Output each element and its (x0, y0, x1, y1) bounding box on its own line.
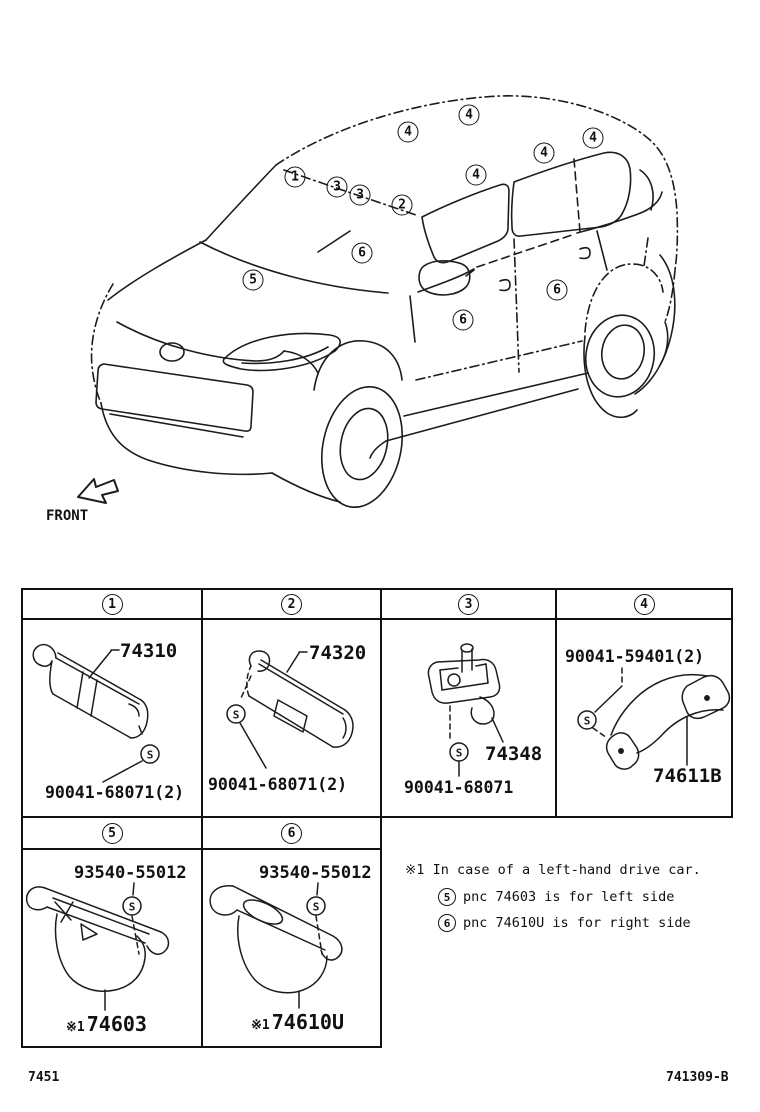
callout-3: 3 (350, 185, 371, 206)
callout-4: 4 (398, 122, 419, 143)
part-number-74310: 74310 (120, 640, 178, 662)
footnote-mark: ※1 (251, 1018, 270, 1033)
screw-symbol-letter: S (455, 746, 463, 760)
part-cell-74603 (23, 850, 201, 1046)
part-cell-74320 (201, 620, 380, 816)
circled-number-5: 5 (438, 888, 456, 906)
parts-table-bottom (21, 816, 382, 1048)
part-number-74320: 74320 (309, 642, 367, 664)
header-cell-5 (23, 818, 201, 848)
part-cell-74310 (23, 620, 201, 816)
fastener-number: 90041-68071 (404, 778, 514, 797)
screw-symbol-letter: S (232, 708, 240, 722)
screw-symbol-letter: S (128, 900, 136, 914)
screw-symbol-letter: S (312, 900, 320, 914)
part-number-74603: ※1 74603 (66, 1012, 147, 1036)
callout-1: 1 (285, 167, 306, 188)
header-cell-3 (380, 590, 555, 618)
header-cell-4 (555, 590, 731, 618)
screw-symbol-letter: S (146, 748, 154, 762)
screw-symbol-letter: S (583, 714, 591, 728)
page-code-right: 741309-B (666, 1070, 729, 1085)
part-number-74610U: ※1 74610U (251, 1010, 344, 1034)
front-direction-label: FRONT (46, 508, 89, 524)
circled-number-6: 6 (438, 914, 456, 932)
part-cell-74611B (555, 620, 731, 816)
callout-2: 2 (392, 195, 413, 216)
fastener-number: 93540-55012 (259, 863, 372, 883)
fastener-number: 90041-59401(2) (565, 647, 705, 666)
circled-number-2: 2 (281, 594, 302, 615)
header-cell-1 (23, 590, 201, 618)
callout-4: 4 (534, 143, 555, 164)
circled-number-5: 5 (102, 823, 123, 844)
footnote-line-2: 5 pnc 74603 is for left side (438, 888, 674, 906)
callout-6: 6 (453, 310, 474, 331)
fastener-number: 93540-55012 (74, 863, 187, 883)
parts-table-bottom-header (23, 818, 380, 850)
callout-4: 4 (583, 128, 604, 149)
fastener-number: 90041-68071(2) (208, 775, 348, 794)
part-number-74348: 74348 (485, 743, 543, 765)
page-code-left: 7451 (28, 1070, 60, 1085)
callout-4: 4 (459, 105, 480, 126)
circled-number-4: 4 (634, 594, 655, 615)
callout-3: 3 (327, 177, 348, 198)
parts-table-top (21, 588, 733, 818)
fastener-number: 90041-68071(2) (45, 783, 185, 802)
footnote-line-3: 6 pnc 74610U is for right side (438, 914, 691, 932)
header-cell-6 (201, 818, 380, 848)
footnote-mark: ※1 (66, 1020, 85, 1035)
circled-number-1: 1 (102, 594, 123, 615)
callout-4: 4 (466, 165, 487, 186)
callout-5: 5 (243, 270, 264, 291)
part-number-74611B: 74611B (653, 765, 722, 787)
part-cell-74610U (201, 850, 380, 1046)
footnote-line-1: ※1 In case of a left-hand drive car. (405, 862, 701, 878)
callout-6: 6 (547, 280, 568, 301)
circled-number-3: 3 (458, 594, 479, 615)
header-cell-2 (201, 590, 380, 618)
callout-6: 6 (352, 243, 373, 264)
part-cell-74348 (380, 620, 555, 816)
circled-number-6: 6 (281, 823, 302, 844)
parts-table-top-header (23, 590, 731, 620)
